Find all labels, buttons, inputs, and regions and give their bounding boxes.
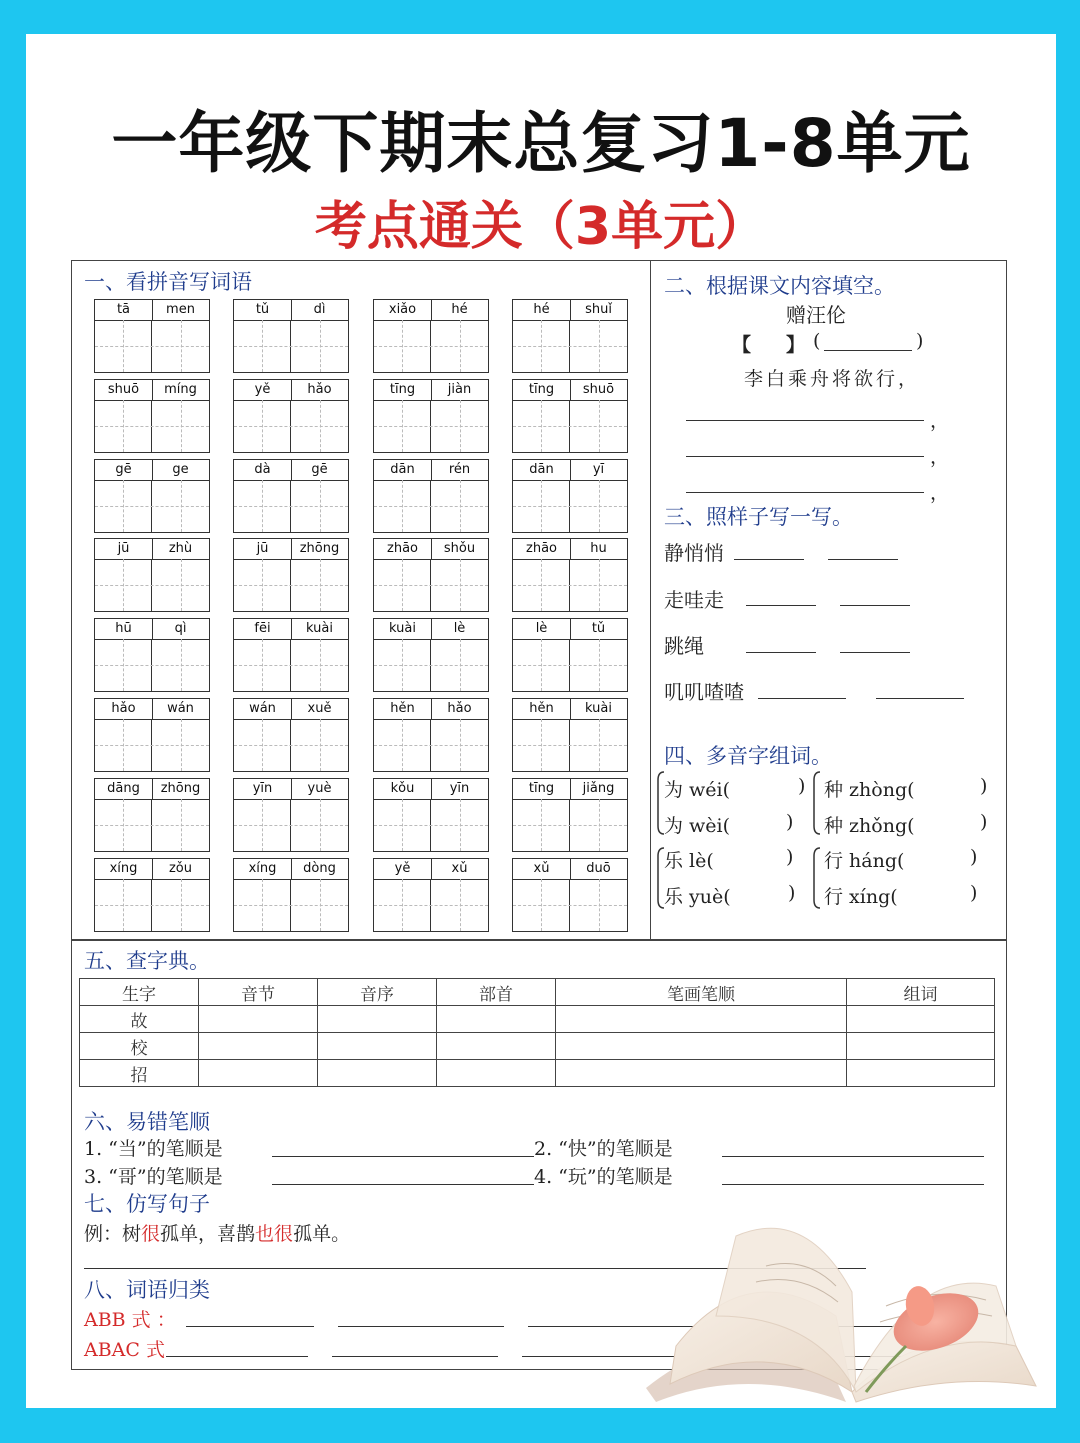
pinyin-syllable: ge: [152, 460, 209, 481]
pinyin-syllable: zhù: [152, 539, 209, 560]
example-end: 孤单。: [293, 1223, 351, 1245]
polyphone-wei2-close: ): [798, 775, 806, 797]
grid-guide-line: [513, 745, 627, 746]
pinyin-word-box[interactable]: [94, 778, 210, 852]
section1-title: 一、看拼音写词语: [84, 270, 252, 294]
pinyin-syllable: rén: [431, 460, 488, 481]
poem-title: 赠汪伦: [786, 303, 846, 327]
pinyin-word-box[interactable]: [94, 858, 210, 932]
pinyin-syllable: yuè: [291, 779, 348, 800]
grid-guide-line: [95, 346, 209, 347]
grid-guide-line: [262, 799, 263, 851]
polyphone-wei2: 为 wéi(: [664, 779, 731, 801]
dynasty-paren-open: (: [813, 330, 821, 352]
grid-guide-line: [123, 559, 124, 611]
pinyin-syllable: hé: [513, 300, 571, 321]
poem-comma-1: ，: [930, 410, 950, 432]
words-cell[interactable]: [847, 1060, 995, 1087]
pinyin-syllable: dān: [374, 460, 432, 481]
pinyin-word-box[interactable]: [233, 538, 349, 612]
grid-guide-line: [95, 506, 209, 507]
pinyin-syllable: xǔ: [431, 859, 488, 880]
grid-guide-line: [513, 506, 627, 507]
grid-guide-line: [320, 799, 321, 851]
words-cell[interactable]: [847, 1033, 995, 1060]
grid-guide-line: [402, 480, 403, 532]
grid-guide-line: [374, 506, 488, 507]
grid-guide-line: [402, 559, 403, 611]
initial-cell[interactable]: [318, 1006, 437, 1033]
grid-guide-line: [599, 879, 600, 931]
pinyin-syllable: kuài: [291, 619, 348, 640]
abac-blank-1[interactable]: [166, 1356, 308, 1357]
grid-guide-line: [541, 639, 542, 691]
header-syllable: 音节: [199, 979, 318, 1006]
pinyin-syllable: jiàn: [431, 380, 488, 401]
header-radical: 部首: [437, 979, 556, 1006]
example-blank-2a[interactable]: [746, 605, 816, 606]
syllable-cell[interactable]: [199, 1033, 318, 1060]
polyphone-zhong3: 种 zhǒng(: [824, 815, 915, 837]
polyphone-le-close: ): [786, 846, 794, 868]
pinyin-word-box[interactable]: [233, 299, 349, 373]
pinyin-syllable: shuǐ: [570, 300, 627, 321]
pinyin-syllable: shǒu: [431, 539, 488, 560]
section3-title: 三、照样子写一写。: [664, 505, 853, 529]
grid-guide-line: [374, 346, 488, 347]
pinyin-syllable: kuài: [374, 619, 432, 640]
char-cell: 招: [80, 1060, 199, 1087]
grid-guide-line: [374, 905, 488, 906]
polyphone-wei4: 为 wèi(: [664, 815, 731, 837]
abac-blank-2[interactable]: [332, 1356, 498, 1357]
section6-title: 六、易错笔顺: [84, 1110, 210, 1134]
example-word-1: 静悄悄: [664, 541, 724, 565]
table-row: [80, 1033, 995, 1060]
header-initial: 音序: [318, 979, 437, 1006]
pinyin-word-box[interactable]: [233, 459, 349, 533]
grid-guide-line: [95, 905, 209, 906]
grid-guide-line: [599, 480, 600, 532]
pinyin-word-box[interactable]: [233, 379, 349, 453]
grid-guide-line: [374, 825, 488, 826]
pinyin-syllable: tǔ: [570, 619, 627, 640]
grid-guide-line: [320, 320, 321, 372]
pinyin-syllable: jiǎng: [570, 779, 627, 800]
initial-cell[interactable]: [318, 1033, 437, 1060]
grid-guide-line: [320, 559, 321, 611]
example-label: 例：树: [84, 1223, 142, 1245]
grid-guide-line: [402, 639, 403, 691]
grid-guide-line: [181, 480, 182, 532]
pinyin-syllable: hěn: [513, 699, 571, 720]
example-red-word-2: 也很: [255, 1223, 294, 1245]
grid-guide-line: [402, 320, 403, 372]
grid-guide-line: [402, 400, 403, 452]
words-cell[interactable]: [847, 1006, 995, 1033]
polyphone-zhong3-close: ): [980, 811, 988, 833]
pinyin-syllable: duō: [570, 859, 627, 880]
grid-guide-line: [599, 639, 600, 691]
grid-guide-line: [234, 346, 348, 347]
polyphone-zhong4-close: ): [980, 775, 988, 797]
grid-guide-line: [402, 799, 403, 851]
pinyin-syllable: kǒu: [374, 779, 432, 800]
example-blank-3a[interactable]: [746, 652, 816, 653]
syllable-cell[interactable]: [199, 1060, 318, 1087]
pinyin-syllable: zhāo: [374, 539, 432, 560]
grid-guide-line: [320, 639, 321, 691]
example-word-2: 走哇走: [664, 588, 724, 612]
grid-guide-line: [95, 825, 209, 826]
section7-title: 七、仿写句子: [84, 1192, 210, 1216]
grid-guide-line: [234, 825, 348, 826]
pinyin-word-box[interactable]: [512, 379, 628, 453]
stroke-order-q3: 3. “哥”的笔顺是: [84, 1166, 223, 1188]
radical-cell[interactable]: [437, 1060, 556, 1087]
syllable-cell[interactable]: [199, 1006, 318, 1033]
section2-title: 二、根据课文内容填空。: [664, 274, 895, 298]
open-book-flower-icon: [616, 1196, 1056, 1408]
pinyin-syllable: dān: [513, 460, 571, 481]
pinyin-word-box[interactable]: [512, 459, 628, 533]
grid-guide-line: [95, 585, 209, 586]
grid-guide-line: [181, 879, 182, 931]
grid-guide-line: [541, 400, 542, 452]
pinyin-syllable: hé: [431, 300, 488, 321]
radical-cell[interactable]: [437, 1033, 556, 1060]
polyphone-yue: 乐 yuè(: [664, 886, 731, 908]
header-words: 组词: [847, 979, 995, 1006]
grid-guide-line: [123, 879, 124, 931]
pinyin-word-box[interactable]: [373, 858, 489, 932]
table-row: [80, 1006, 995, 1033]
grid-guide-line: [234, 426, 348, 427]
pinyin-syllable: xǔ: [513, 859, 571, 880]
example-blank-2b[interactable]: [840, 605, 910, 606]
grid-guide-line: [262, 400, 263, 452]
example-blank-4b[interactable]: [876, 698, 964, 699]
grid-guide-line: [460, 400, 461, 452]
abb-blank-2[interactable]: [338, 1326, 504, 1327]
pinyin-syllable: hǎo: [291, 380, 348, 401]
grid-guide-line: [599, 400, 600, 452]
polyphone-xing: 行 xíng(: [824, 886, 898, 908]
grid-guide-line: [599, 799, 600, 851]
pinyin-syllable: wán: [152, 699, 209, 720]
grid-guide-line: [460, 639, 461, 691]
grid-guide-line: [513, 825, 627, 826]
pinyin-word-box[interactable]: [373, 778, 489, 852]
pinyin-syllable: hǎo: [95, 699, 153, 720]
grid-guide-line: [95, 426, 209, 427]
radical-cell[interactable]: [437, 1006, 556, 1033]
pinyin-syllable: qì: [152, 619, 209, 640]
grid-guide-line: [262, 719, 263, 771]
pinyin-syllable: hěn: [374, 699, 432, 720]
grid-guide-line: [123, 719, 124, 771]
grid-guide-line: [123, 320, 124, 372]
pinyin-word-box[interactable]: [94, 379, 210, 453]
table-row: [80, 1060, 995, 1087]
grid-guide-line: [460, 719, 461, 771]
pinyin-word-box[interactable]: [512, 698, 628, 772]
grid-guide-line: [262, 559, 263, 611]
pinyin-syllable: zǒu: [152, 859, 209, 880]
grid-guide-line: [95, 665, 209, 666]
pinyin-syllable: yě: [374, 859, 432, 880]
poem-comma-2: ，: [930, 446, 950, 468]
pinyin-word-box[interactable]: [512, 299, 628, 373]
grid-guide-line: [262, 879, 263, 931]
abb-blank-1[interactable]: [186, 1326, 314, 1327]
grid-guide-line: [460, 799, 461, 851]
grid-guide-line: [513, 585, 627, 586]
pinyin-syllable: xíng: [95, 859, 153, 880]
dictionary-table: [79, 978, 995, 1087]
pinyin-word-box[interactable]: [512, 538, 628, 612]
poem-blank-1[interactable]: [686, 420, 924, 421]
example-red-word-1: 很: [141, 1223, 161, 1245]
grid-guide-line: [541, 559, 542, 611]
pinyin-word-box[interactable]: [94, 618, 210, 692]
abb-label: ABB 式 ：: [84, 1309, 176, 1331]
pinyin-syllable: wán: [234, 699, 292, 720]
pinyin-syllable: gē: [291, 460, 348, 481]
pinyin-syllable: shuō: [95, 380, 153, 401]
example-blank-3b[interactable]: [840, 652, 910, 653]
grid-guide-line: [123, 799, 124, 851]
pinyin-syllable: jū: [95, 539, 153, 560]
grid-guide-line: [234, 665, 348, 666]
author-bracket-close: 】: [786, 334, 806, 356]
strokes-cell[interactable]: [556, 1060, 847, 1087]
pinyin-syllable: míng: [152, 380, 209, 401]
pinyin-syllable: hū: [95, 619, 153, 640]
stroke-order-blank-2[interactable]: [722, 1156, 984, 1157]
grid-guide-line: [541, 719, 542, 771]
grid-guide-line: [599, 559, 600, 611]
example-middle: 孤单，喜鹊: [160, 1223, 256, 1245]
pinyin-word-box[interactable]: [233, 778, 349, 852]
grid-guide-line: [234, 585, 348, 586]
pinyin-syllable: dà: [234, 460, 292, 481]
grid-guide-line: [513, 665, 627, 666]
grid-guide-line: [181, 400, 182, 452]
pinyin-syllable: tā: [95, 300, 153, 321]
grid-guide-line: [123, 480, 124, 532]
grid-guide-line: [320, 719, 321, 771]
pinyin-word-box[interactable]: [233, 858, 349, 932]
poem-blank-3[interactable]: [686, 492, 924, 493]
polyphone-xing-close: ): [970, 882, 978, 904]
grid-guide-line: [541, 799, 542, 851]
stroke-order-blank-4[interactable]: [722, 1184, 984, 1185]
poem-blank-2[interactable]: [686, 456, 924, 457]
pinyin-syllable: zhāo: [513, 539, 571, 560]
stroke-order-q4: 4. “玩”的笔顺是: [534, 1166, 673, 1188]
pinyin-syllable: zhōng: [152, 779, 209, 800]
pinyin-syllable: tǔ: [234, 300, 292, 321]
header-strokes: 笔画笔顺: [556, 979, 847, 1006]
pinyin-syllable: shuō: [570, 380, 627, 401]
grid-guide-line: [320, 480, 321, 532]
page-subtitle: 考点通关（3单元）: [314, 197, 768, 257]
grid-guide-line: [513, 426, 627, 427]
pinyin-word-box[interactable]: [512, 858, 628, 932]
grid-guide-line: [374, 665, 488, 666]
pinyin-word-box[interactable]: [94, 299, 210, 373]
pinyin-word-box[interactable]: [373, 698, 489, 772]
pinyin-syllable: dòng: [291, 859, 348, 880]
pinyin-word-box[interactable]: [512, 778, 628, 852]
author-bracket-open: 【: [732, 334, 752, 356]
example-blank-4a[interactable]: [758, 698, 846, 699]
pinyin-syllable: zhōng: [291, 539, 348, 560]
section8-title: 八、词语归类: [84, 1278, 210, 1302]
pinyin-word-box[interactable]: [373, 379, 489, 453]
strokes-cell[interactable]: [556, 1006, 847, 1033]
example-blank-1b[interactable]: [828, 559, 898, 560]
pinyin-word-box[interactable]: [94, 459, 210, 533]
dictionary-header-row: [80, 979, 995, 1006]
grid-guide-line: [234, 506, 348, 507]
polyphone-hang-close: ): [970, 846, 978, 868]
grid-guide-line: [262, 480, 263, 532]
polyphone-zhong4: 种 zhòng(: [824, 779, 915, 801]
grid-guide-line: [181, 719, 182, 771]
grid-guide-line: [402, 719, 403, 771]
char-cell: 校: [80, 1033, 199, 1060]
grid-guide-line: [374, 585, 488, 586]
pinyin-syllable: dì: [291, 300, 348, 321]
header-char: 生字: [80, 979, 199, 1006]
pinyin-syllable: kuài: [570, 699, 627, 720]
grid-guide-line: [513, 346, 627, 347]
grid-guide-line: [541, 320, 542, 372]
grid-guide-line: [460, 320, 461, 372]
grid-guide-line: [599, 320, 600, 372]
grid-guide-line: [541, 480, 542, 532]
polyphone-le: 乐 lè(: [664, 850, 714, 872]
dynasty-blank[interactable]: [824, 350, 912, 351]
grid-guide-line: [95, 745, 209, 746]
grid-guide-line: [234, 905, 348, 906]
poem-first-line: 李白乘舟将欲行，: [744, 368, 921, 390]
stroke-order-blank-1[interactable]: [272, 1156, 534, 1157]
char-cell: 故: [80, 1006, 199, 1033]
polyphone-yue-close: ): [788, 882, 796, 904]
pinyin-word-box[interactable]: [233, 618, 349, 692]
pinyin-syllable: tīng: [513, 380, 571, 401]
grid-guide-line: [262, 320, 263, 372]
pinyin-syllable: yīn: [234, 779, 292, 800]
pinyin-syllable: jū: [234, 539, 292, 560]
grid-guide-line: [402, 879, 403, 931]
pinyin-word-box[interactable]: [373, 299, 489, 373]
pinyin-syllable: tīng: [513, 779, 571, 800]
stroke-order-q1: 1. “当”的笔顺是: [84, 1138, 223, 1160]
pinyin-syllable: hǎo: [431, 699, 488, 720]
pinyin-syllable: hu: [570, 539, 627, 560]
pinyin-syllable: tīng: [374, 380, 432, 401]
pinyin-syllable: xiǎo: [374, 300, 432, 321]
grid-guide-line: [181, 799, 182, 851]
grid-guide-line: [320, 879, 321, 931]
grid-guide-line: [599, 719, 600, 771]
example-word-3: 跳绳: [664, 634, 704, 658]
grid-guide-line: [181, 639, 182, 691]
pinyin-syllable: xíng: [234, 859, 292, 880]
grid-guide-line: [374, 426, 488, 427]
pinyin-syllable: xuě: [291, 699, 348, 720]
page-title: 一年级下期末总复习1-8单元: [111, 105, 971, 182]
pinyin-syllable: yě: [234, 380, 292, 401]
polyphone-hang: 行 háng(: [824, 850, 905, 872]
grid-guide-line: [181, 559, 182, 611]
polyphone-wei4-close: ): [786, 811, 794, 833]
pinyin-syllable: lè: [513, 619, 571, 640]
example-sentence: [84, 1219, 350, 1246]
strokes-cell[interactable]: [556, 1033, 847, 1060]
dynasty-paren-close: ): [916, 330, 924, 352]
pinyin-word-box[interactable]: [233, 698, 349, 772]
grid-guide-line: [234, 745, 348, 746]
grid-guide-line: [262, 639, 263, 691]
pinyin-word-box[interactable]: [94, 538, 210, 612]
pinyin-syllable: yīn: [431, 779, 488, 800]
grid-guide-line: [460, 879, 461, 931]
grid-guide-line: [513, 905, 627, 906]
pinyin-syllable: dāng: [95, 779, 153, 800]
section5-title: 五、查字典。: [84, 949, 210, 973]
worksheet-paper: [26, 34, 1056, 1408]
pinyin-syllable: lè: [431, 619, 488, 640]
pinyin-word-box[interactable]: [373, 618, 489, 692]
example-word-4: 叽叽喳喳: [664, 680, 744, 704]
pinyin-word-box[interactable]: [373, 538, 489, 612]
grid-guide-line: [123, 400, 124, 452]
pinyin-syllable: yī: [570, 460, 627, 481]
grid-guide-line: [181, 320, 182, 372]
pinyin-word-box[interactable]: [94, 698, 210, 772]
pinyin-word-box[interactable]: [373, 459, 489, 533]
stroke-order-q2: 2. “快”的笔顺是: [534, 1138, 673, 1160]
section4-title: 四、多音字组词。: [664, 744, 832, 768]
stroke-order-blank-3[interactable]: [272, 1184, 534, 1185]
abac-label: ABAC 式: [84, 1339, 165, 1361]
poem-comma-3: ，: [930, 482, 950, 504]
grid-guide-line: [460, 559, 461, 611]
pinyin-word-box[interactable]: [512, 618, 628, 692]
grid-guide-line: [123, 639, 124, 691]
pinyin-syllable: men: [152, 300, 209, 321]
grid-guide-line: [320, 400, 321, 452]
pinyin-syllable: gē: [95, 460, 153, 481]
pinyin-syllable: fēi: [234, 619, 292, 640]
initial-cell[interactable]: [318, 1060, 437, 1087]
grid-guide-line: [374, 745, 488, 746]
grid-guide-line: [460, 480, 461, 532]
grid-guide-line: [541, 879, 542, 931]
example-blank-1a[interactable]: [734, 559, 804, 560]
